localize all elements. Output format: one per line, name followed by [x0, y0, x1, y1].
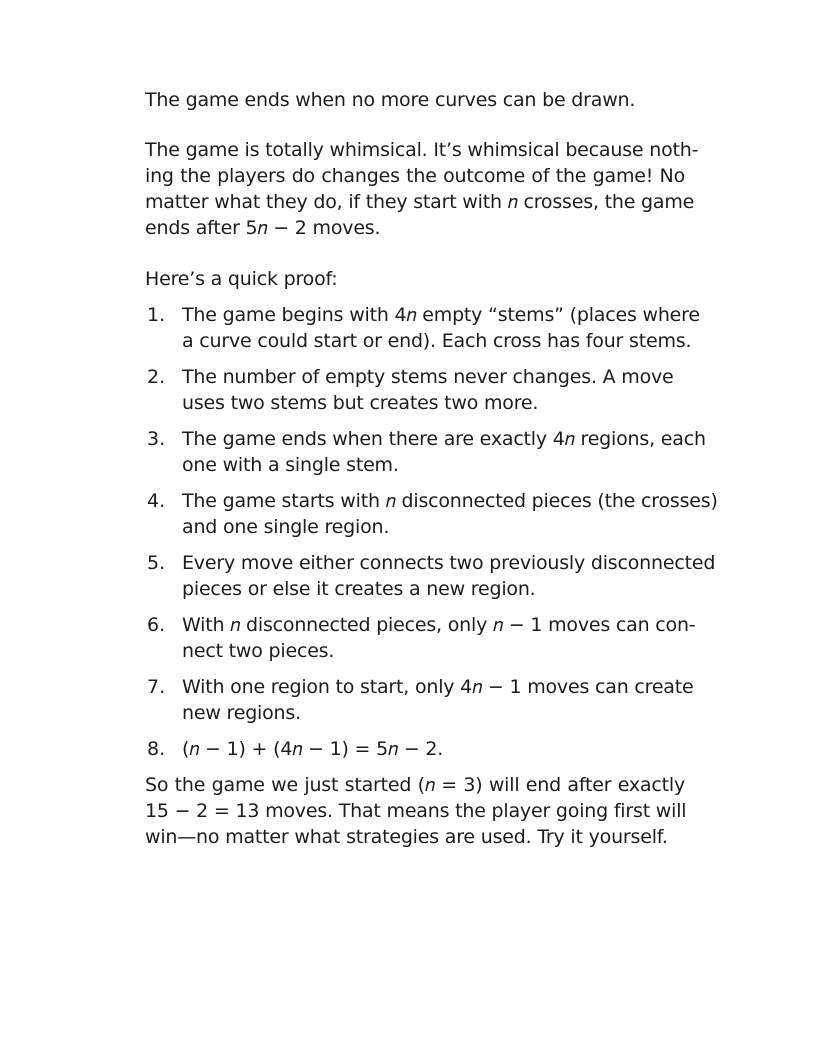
- list-item-line: The game ends when there are exactly 4𝑛 regions, each: [182, 428, 706, 450]
- list-item-number: 7.: [147, 676, 166, 698]
- list-item-number: 5.: [147, 552, 166, 574]
- list-item-line: The game starts with 𝑛 disconnected pieces (the crosses): [182, 490, 718, 512]
- closing-line: So the game we just started (𝑛 = 3) will end after exactly: [145, 774, 685, 796]
- proof-intro: Here’s a quick proof:: [145, 268, 338, 290]
- list-item-line: nect two pieces.: [182, 640, 335, 662]
- list-item-number: 1.: [147, 304, 166, 326]
- list-item-line: and one single region.: [182, 516, 390, 538]
- paragraph-1-line: The game ends when no more curves can be drawn.: [145, 89, 636, 111]
- list-item-number: 4.: [147, 490, 166, 512]
- list-item-line: (𝑛 − 1) + (4𝑛 − 1) = 5𝑛 − 2.: [182, 738, 444, 760]
- list-item-line: a curve could start or end). Each cross has four stems.: [182, 330, 692, 352]
- list-item-line: With 𝑛 disconnected pieces, only 𝑛 − 1 moves can con-: [182, 614, 696, 636]
- list-item-line: Every move either connects two previously disconnected: [182, 552, 716, 574]
- closing-line: win—no matter what strategies are used. Try it yourself.: [145, 826, 668, 848]
- list-item-number: 8.: [147, 738, 166, 760]
- list-item-line: With one region to start, only 4𝑛 − 1 moves can create: [182, 676, 694, 698]
- paragraph-2-line: ends after 5𝑛 − 2 moves.: [145, 217, 381, 239]
- paragraph-2-line: The game is totally whimsical. It’s whimsical because noth-: [145, 139, 699, 161]
- list-item-line: one with a single stem.: [182, 454, 399, 476]
- list-item-number: 2.: [147, 366, 166, 388]
- list-item-line: new regions.: [182, 702, 301, 724]
- list-item-number: 3.: [147, 428, 166, 450]
- list-item-line: The game begins with 4𝑛 empty “stems” (places where: [182, 304, 700, 326]
- list-item-line: uses two stems but creates two more.: [182, 392, 539, 414]
- paragraph-2-line: ing the players do changes the outcome of the game! No: [145, 165, 685, 187]
- closing-line: 15 − 2 = 13 moves. That means the player going first will: [145, 800, 687, 822]
- list-item-line: pieces or else it creates a new region.: [182, 578, 536, 600]
- list-item-line: The number of empty stems never changes. A move: [182, 366, 674, 388]
- list-item-number: 6.: [147, 614, 166, 636]
- paragraph-2-line: matter what they do, if they start with 𝑛 crosses, the game: [145, 191, 695, 213]
